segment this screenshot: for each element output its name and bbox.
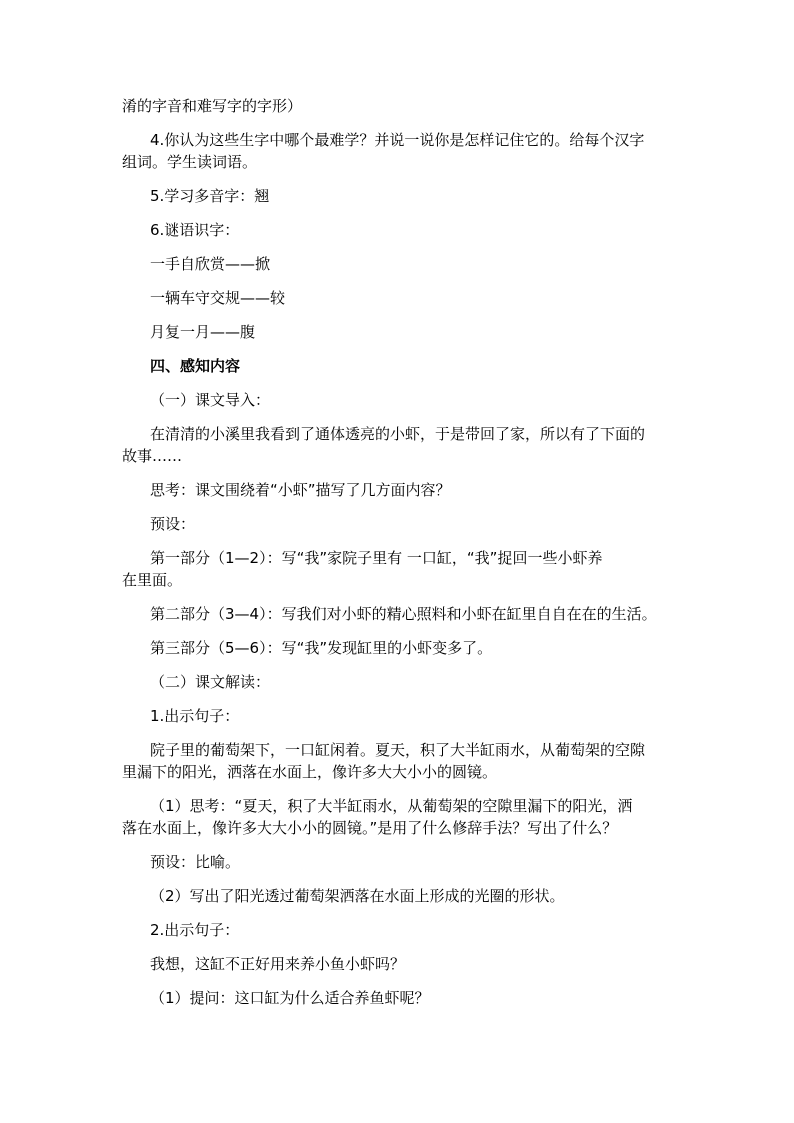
text-line: （1）提问：这口缸为什么适合养鱼虾呢？ — [150, 989, 430, 1007]
text-line: 预设：比喻。 — [150, 853, 241, 871]
text-line: 思考：课文围绕着“小虾”描写了几方面内容？ — [150, 481, 451, 499]
text-line: （1）思考：“夏天，积了大半缸雨水，从葡萄架的空隙里漏下的阳光，洒 — [150, 797, 633, 815]
text-line: 在清清的小溪里我看到了通体透亮的小虾，于是带回了家，所以有了下面的 — [150, 425, 646, 443]
text-line: 第一部分（1—2）：写“我”家院子里有 一口缸，“我”捉回一些小虾养 — [150, 549, 603, 567]
text-line: 1.出示句子： — [150, 707, 240, 725]
text-line: 一辆车守交规——较 — [150, 289, 286, 307]
text-line: 5.学习多音字：翘 — [150, 187, 270, 205]
text-line: 4.你认为这些生字中哪个最难学？并说一说你是怎样记住它的。给每个汉字 — [150, 131, 645, 149]
text-line: 一手自欣赏——掀 — [150, 255, 271, 273]
text-line: 月复一月——腹 — [150, 323, 256, 341]
text-line: 在里面。 — [122, 571, 183, 589]
text-line: 院子里的葡萄架下，一口缸闲着。夏天，积了大半缸雨水，从葡萄架的空隙 — [150, 741, 646, 759]
text-line: 2.出示句子： — [150, 921, 240, 939]
text-line: 落在水面上，像许多大大小小的圆镜。”是用了什么修辞手法？写出了什么？ — [122, 819, 618, 837]
text-line: 6.谜语识字： — [150, 221, 240, 239]
section-heading: 四、感知内容 — [150, 357, 241, 375]
text-line: 淆的字音和难写字的字形） — [122, 97, 303, 115]
text-line: 第二部分（3—4）：写我们对小虾的精心照料和小虾在缸里自自在在的生活。 — [150, 605, 657, 623]
text-line: （二）课文解读： — [150, 673, 271, 691]
text-line: 第三部分（5—6）：写“我”发现缸里的小虾变多了。 — [150, 639, 493, 657]
text-line: 故事…… — [122, 447, 183, 465]
text-line: 里漏下的阳光，洒落在水面上，像许多大大小小的圆镜。 — [122, 763, 498, 781]
text-line: 我想，这缸不正好用来养小鱼小虾吗？ — [150, 955, 406, 973]
text-line: 预设： — [150, 515, 196, 533]
text-line: 组词。学生读词语。 — [122, 153, 258, 171]
text-line: （2）写出了阳光透过葡萄架洒落在水面上形成的光圈的形状。 — [150, 887, 565, 905]
text-line: （一）课文导入： — [150, 391, 271, 409]
